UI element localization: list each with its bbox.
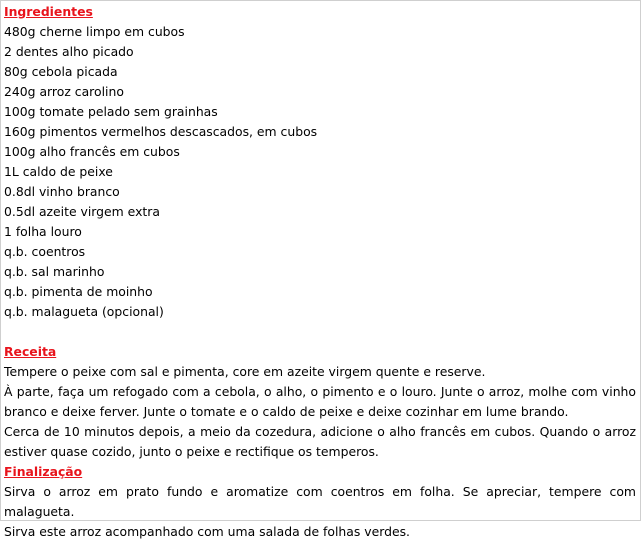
ingredient-item: 1 folha louro (4, 224, 82, 239)
finishing-step: Sirva o arroz em prato fundo e aromatize com coentros em folha. Se apreciar, tempere com malagueta. (4, 484, 636, 519)
ingredients-list (4, 22, 636, 322)
ingredient-item: 80g cebola picada (4, 64, 118, 79)
finishing-step: Sirva este arroz acompanhado com uma salada de folhas verdes. (4, 524, 410, 539)
ingredient-item: 480g cherne limpo em cubos (4, 24, 185, 39)
recipe-step: À parte, faça um refogado com a cebola, o alho, o pimento e o louro. Junte o arroz, molhe com vinho branco e deixe ferver. Junte o tomate e o caldo de peixe e deixe cozinhar em lume brando. (4, 384, 636, 419)
finishing-heading: Finalização (4, 464, 83, 479)
ingredient-item: q.b. malagueta (opcional) (4, 304, 164, 319)
ingredient-item: 1L caldo de peixe (4, 164, 113, 179)
ingredient-item: 2 dentes alho picado (4, 44, 134, 59)
recipe-step: Tempere o peixe com sal e pimenta, core em azeite virgem quente e reserve. (4, 364, 486, 379)
section-spacer (4, 322, 636, 342)
ingredient-item: q.b. pimenta de moinho (4, 284, 153, 299)
ingredient-item: 240g arroz carolino (4, 84, 124, 99)
ingredient-item: 100g alho francês em cubos (4, 144, 180, 159)
recipe-heading: Receita (4, 344, 57, 359)
ingredients-heading: Ingredientes (4, 4, 93, 19)
ingredient-item: q.b. sal marinho (4, 264, 105, 279)
ingredient-item: 0.8dl vinho branco (4, 184, 120, 199)
recipe-step: Cerca de 10 minutos depois, a meio da cozedura, adicione o alho francês em cubos. Quando o arroz estiver quase cozido, junto o peixe e rectifique os temperos. (4, 424, 636, 459)
ingredient-item: 0.5dl azeite virgem extra (4, 204, 160, 219)
recipe-content (4, 2, 636, 542)
ingredient-item: q.b. coentros (4, 244, 86, 259)
ingredient-item: 160g pimentos vermelhos descascados, em cubos (4, 124, 318, 139)
ingredient-item: 100g tomate pelado sem grainhas (4, 104, 218, 119)
